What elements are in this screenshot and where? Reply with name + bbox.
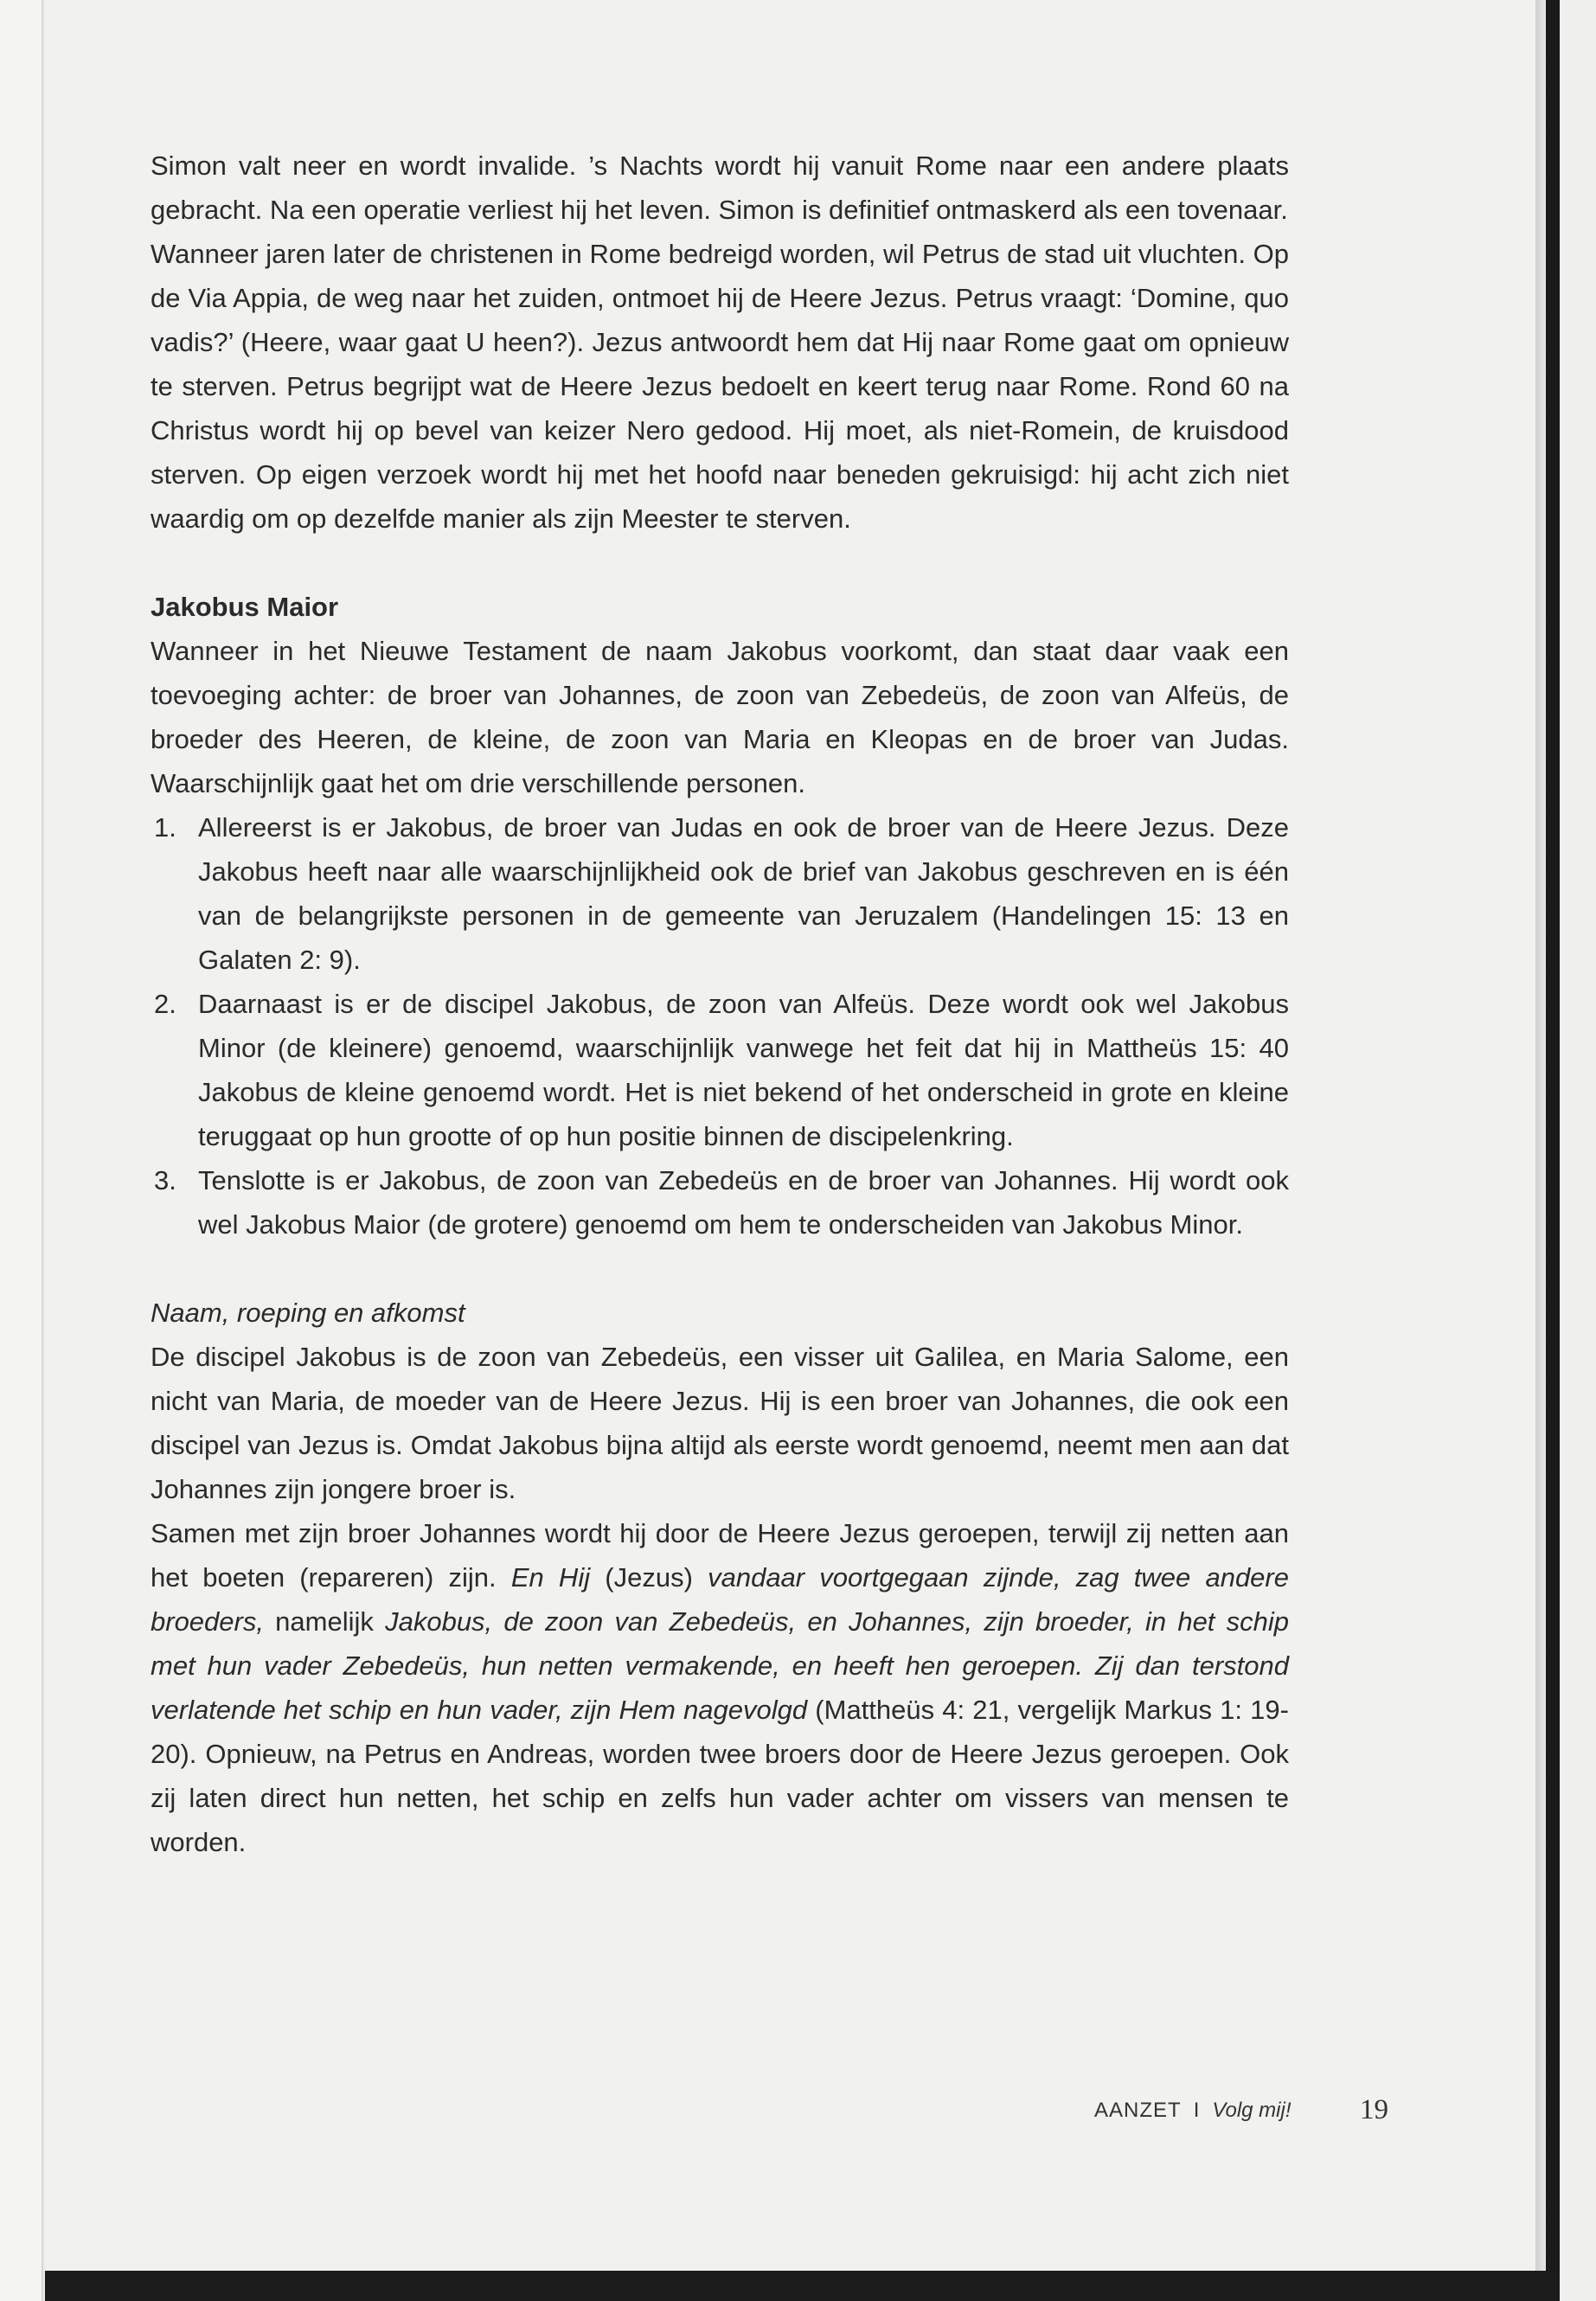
list-number: 3. bbox=[154, 1165, 176, 1195]
list-item bbox=[151, 982, 1289, 1158]
section-name: Volg mij! bbox=[1212, 2099, 1292, 2122]
paragraph: Wanneer in het Nieuwe Testament de naam Jakobus voorkomt, dan staat daar vaak een toevoeging achter: de broer van Johannes, de zoon van Zebedeüs, de zoon van Alfeüs, de broeder des Heeren, de kleine, de zoon van Maria en Kleopas en de broer van Judas. Waarschijnlijk gaat het om drie verschillende personen. bbox=[151, 636, 1289, 798]
list-item-text: Tenslotte is er Jakobus, de zoon van Zebedeüs en de broer van Johannes. Hij wordt ook wel Jakobus Maior (de grotere) genoemd om hem te onderscheiden van Jakobus Minor. bbox=[198, 1165, 1289, 1240]
footer-separator: I bbox=[1193, 2099, 1201, 2122]
text-run: Samen met zijn broer Johannes wordt hij door de Heere Jezus geroepen, terwijl zij netten aan het boeten (repareren) zijn. bbox=[151, 1518, 1289, 1593]
list-number: 2. bbox=[154, 989, 176, 1019]
text-run: (Mattheüs 4: 21, vergelijk Markus 1: 19-20). Opnieuw, na Petrus en Andreas, worden twee broers door de Heere Jezus geroepen. Ook zij laten direct hun netten, het schip en zelfs hun vader achter om vissers van mensen te worden. bbox=[151, 1695, 1289, 1857]
text-run: (Jezus) bbox=[590, 1562, 708, 1593]
text-column bbox=[151, 144, 1289, 1864]
paragraph: De discipel Jakobus is de zoon van Zebedeüs, een visser uit Galilea, en Maria Salome, een nicht van Maria, de moeder van de Heere Jezus. Hij is een broer van Johannes, die ook een discipel van Jezus is. Omdat Jakobus bijna altijd als eerste wordt genoemd, neemt men aan dat Johannes zijn jongere broer is. bbox=[151, 1342, 1289, 1504]
scripture-quote: En Hij bbox=[510, 1562, 591, 1593]
list-item bbox=[151, 805, 1289, 982]
list-item bbox=[151, 1158, 1289, 1247]
right-page-edge bbox=[1546, 0, 1560, 2301]
section-heading: Jakobus Maior bbox=[151, 592, 339, 622]
scan-background bbox=[1560, 0, 1596, 2301]
list-item-text: Allereerst is er Jakobus, de broer van Judas en ook de broer van de Heere Jezus. Deze Jakobus heeft naar alle waarschijnlijkheid ook de brief van Jakobus geschreven en is één van de belangrijkste personen in de gemeente van Jeruzalem (Handelingen 15: 13 en Galaten 2: 9). bbox=[198, 812, 1289, 975]
scripture-quote: Jakobus, de zoon van Zebedeüs, en Johannes, zijn broeder, in het schip met hun vader Zebedeüs, hun netten vermakende, en heeft hen geroepen. Zij dan terstond verlatende het schip en hun vader, zijn Hem nagevolgd bbox=[151, 1606, 1289, 1725]
paragraph bbox=[151, 1511, 1289, 1864]
right-page-shadow bbox=[1535, 0, 1546, 2271]
list-item-text: Daarnaast is er de discipel Jakobus, de zoon van Alfeüs. Deze wordt ook wel Jakobus Minor (de kleinere) genoemd, waarschijnlijk vanwege het feit dat hij in Mattheüs 15: 40 Jakobus de kleine genoemd wordt. Het is niet bekend of het onderscheid in grote en kleine teruggaat op hun grootte of op hun positie binnen de discipelenkring. bbox=[198, 989, 1289, 1151]
paragraph: Wanneer jaren later de christenen in Rome bedreigd worden, wil Petrus de stad uit vluchten. Op de Via Appia, de weg naar het zuiden, ontmoet hij de Heere Jezus. Petrus vraagt: ‘Domine, quo vadis?’ (Heere, waar gaat U heen?). Jezus antwoordt hem dat Hij naar Rome gaat om opnieuw te sterven. Petrus begrijpt wat de Heere Jezus bedoelt en keert terug naar Rome. Rond 60 na Christus wordt hij op bevel van keizer Nero gedood. Hij moet, als niet-Romein, de kruisdood sterven. Op eigen verzoek wordt hij met het hoofd naar beneden gekruisigd: hij acht zich niet waardig om op dezelfde manier als zijn Meester te sterven. bbox=[151, 239, 1289, 534]
left-page-edge bbox=[0, 0, 43, 2301]
running-footer bbox=[1094, 2099, 1292, 2123]
subheading: Naam, roeping en afkomst bbox=[151, 1298, 465, 1328]
bottom-page-edge bbox=[45, 2271, 1560, 2301]
page-number: 19 bbox=[1360, 2094, 1388, 2125]
publication-name: AANZET bbox=[1094, 2099, 1182, 2122]
scripture-quote: vandaar voortgegaan zijnde, zag twee andere broeders, bbox=[151, 1562, 1289, 1637]
numbered-list bbox=[151, 805, 1289, 1247]
text-run: namelijk bbox=[263, 1606, 386, 1637]
paragraph: Simon valt neer en wordt invalide. ’s Nachts wordt hij vanuit Rome naar een andere plaats gebracht. Na een operatie verliest hij het leven. Simon is definitief ontmaskerd als een tovenaar. bbox=[151, 151, 1289, 225]
list-number: 1. bbox=[154, 812, 176, 843]
